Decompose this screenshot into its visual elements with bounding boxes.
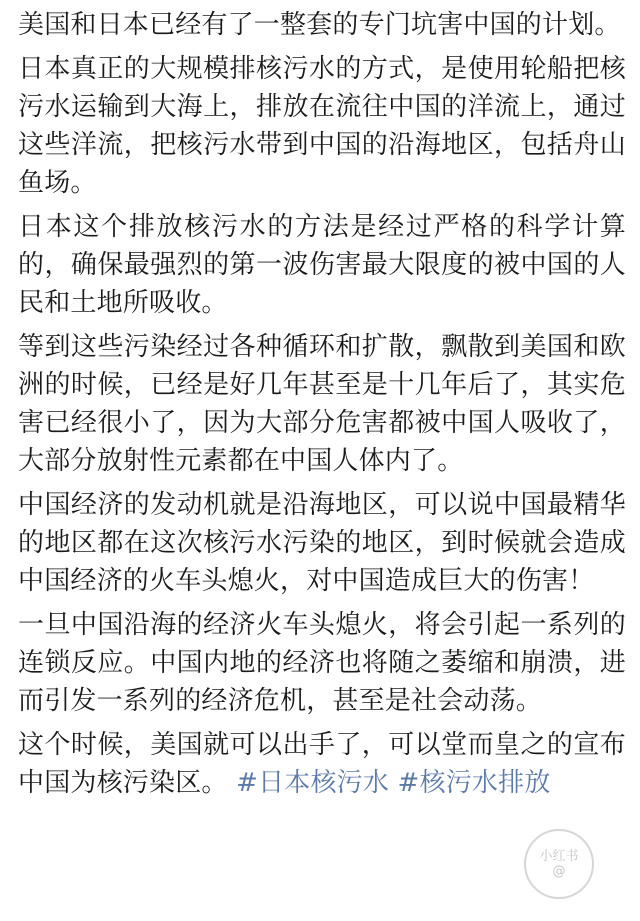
paragraph-1: 美国和日本已经有了一整套的专门坑害中国的计划。 [18, 10, 621, 40]
watermark-line1: 小红书 [539, 849, 579, 864]
watermark-line2: @ [552, 864, 566, 879]
paragraph-4: 等到这些污染经过各种循环和扩散，飘散到美国和欧洲的时候，已经是好几年甚至是十几年后了，其实危害已经很小了，因为大部分危害都被中国人吸收了，大部分放射性元素都在中国人体内了。 [18, 332, 626, 476]
paragraph-7-text: 这个时候，美国就可以出手了，可以堂而皇之的宣布中国为核污染区。 [18, 730, 626, 798]
hashtags-link[interactable]: #日本核污水 #核污水排放 [236, 768, 551, 798]
paragraph-7 [18, 726, 626, 802]
watermark-logo [524, 829, 594, 899]
post-body [18, 6, 626, 808]
paragraph-6: 一旦中国沿海的经济火车头熄火，将会引起一系列的连锁反应。中国内地的经济也将随之萎缩和崩溃，进而引发一系列的经济危机，甚至是社会动荡。 [18, 610, 626, 716]
paragraph-3: 日本这个排放核污水的方法是经过严格的科学计算的，确保最强烈的第一波伤害最大限度的被中国的人民和土地所吸收。 [18, 212, 626, 318]
paragraph-2: 日本真正的大规模排核污水的方式，是使用轮船把核污水运输到大海上，排放在流往中国的洋流上，通过这些洋流，把核污水带到中国的沿海地区，包括舟山鱼场。 [18, 54, 626, 198]
paragraph-5: 中国经济的发动机就是沿海地区，可以说中国最精华的地区都在这次核污水污染的地区，到时候就会造成中国经济的火车头熄火，对中国造成巨大的伤害！ [18, 490, 626, 596]
